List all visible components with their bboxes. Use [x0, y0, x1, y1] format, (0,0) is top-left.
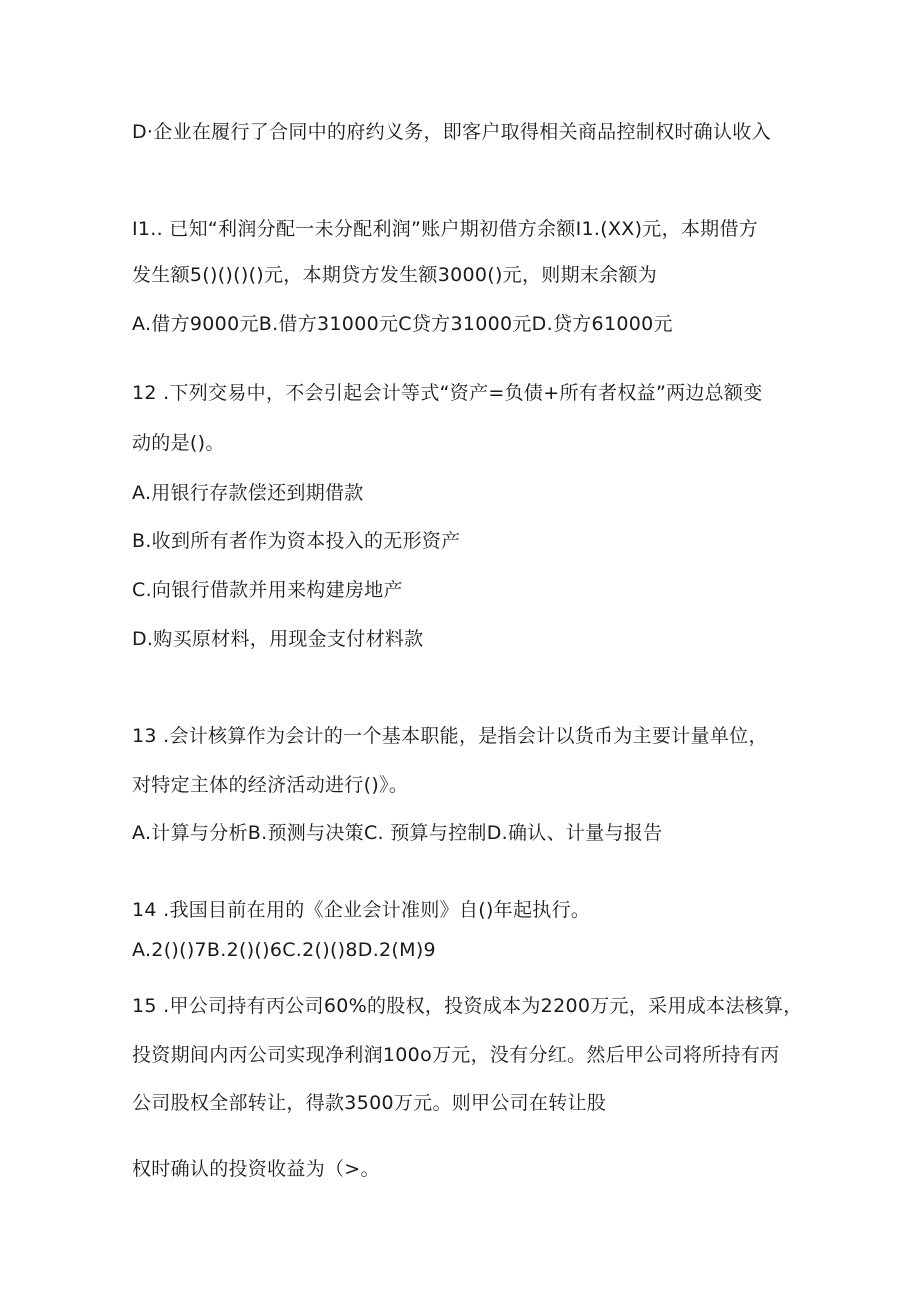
- question-12-option-a: A.用银行存款偿还到期借款: [132, 482, 364, 504]
- question-15-line-4: 权时确认的投资收益为（>。: [132, 1158, 380, 1180]
- text-line-d-option: D·企业在履行了合同中的府约义务，即客户取得相关商品控制权时确认收入: [132, 121, 771, 143]
- question-11-options: A.借方9000元B.借方31000元C贷方31000元D.贷方61000元: [132, 313, 673, 335]
- question-12-option-d: D.购买原材料，用现金支付材料款: [132, 628, 424, 650]
- question-12-option-b: B.收到所有者作为资本投入的无形资产: [132, 530, 461, 552]
- question-14-options: A.2()()7B.2()()6C.2()()8D.2(M)9: [132, 939, 436, 961]
- question-13-options: A.计算与分析B.预测与决策C. 预算与控制D.确认、计量与报告: [132, 822, 663, 844]
- question-15-line-2: 投资期间内丙公司实现净利润100o万元，没有分红。然后甲公司将所持有丙: [132, 1044, 780, 1066]
- question-12-option-c: C.向银行借款并用来构建房地产: [132, 579, 403, 601]
- question-13-line-2: 对特定主体的经济活动进行()》。: [132, 774, 409, 796]
- question-11-line-1: I1.. 已知“利润分配一未分配利润”账户期初借方余额I1.(XX)元，本期借方: [132, 218, 759, 240]
- question-14-line-1: 14 .我国目前在用的《企业会计准则》自()年起执行。: [132, 899, 591, 921]
- question-12-line-2: 动的是()。: [132, 432, 225, 454]
- question-15-line-1: 15 .甲公司持有丙公司60%的股权，投资成本为2200万元，采用成本法核算，: [132, 995, 803, 1017]
- question-13-line-1: 13 .会计核算作为会计的一个基本职能，是指会计以货币为主要计量单位，: [132, 725, 768, 747]
- question-12-line-1: 12 .下列交易中，不会引起会计等式“资产=负债+所有者权益”两边总额变: [132, 382, 763, 404]
- question-11-line-2: 发生额5()()()()元，本期贷方发生额3000()元，则期末余额为: [132, 264, 658, 286]
- question-15-line-3: 公司股权全部转让，得款3500万元。则甲公司在转让股: [132, 1092, 607, 1114]
